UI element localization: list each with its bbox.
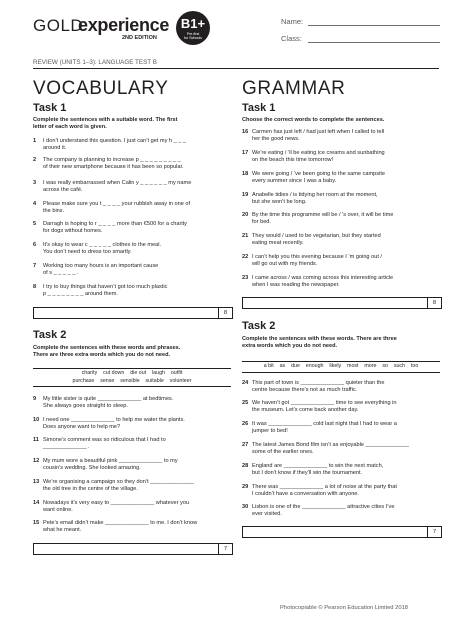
score-value: 7 (218, 544, 232, 554)
question-22[interactable] (242, 254, 442, 268)
question-17[interactable] (242, 150, 442, 164)
question-number: 11 (33, 437, 39, 443)
question-number: 6 (33, 242, 37, 248)
instruction-line: Complete the sentences with a suitable word. The first (33, 117, 178, 123)
question-text: We’re organising a campaign so they don’t ______________ the old tree in the centre of the village. (43, 479, 194, 492)
question-text: There was ______________ a lot of noise at the party that I couldn’t have a conversation with anyone. (252, 484, 397, 497)
question-number: 19 (242, 192, 249, 198)
question-text: I was really embarrassed when Calin y _ _ _ _ _ _ my name across the café. (43, 180, 192, 193)
question-30[interactable] (242, 504, 442, 518)
question-text: I need one ______________ to help me water the plants. Does anyone want to help me? (43, 417, 185, 430)
vocab-task1-heading: Task 1 (33, 102, 67, 114)
level-badge-subtitle (176, 32, 210, 40)
question-text: My mum wore a beautiful pink ______________ to my cousin’s wedding. She looked amazing. (43, 458, 178, 471)
question-text: They would / used to be vegetarian, but they started eating meat recently. (252, 233, 381, 246)
question-text: Lisbon is one of the ______________ attractive cities I’ve ever visited. (252, 504, 395, 517)
question-number: 21 (242, 233, 249, 239)
question-number: 24 (242, 380, 249, 386)
question-number: 28 (242, 463, 249, 469)
logo-gold-text: GOLD (33, 16, 84, 35)
question-text: Pete’s email didn’t make ______________ to me. I don’t know what he meant. (43, 520, 198, 533)
question-text: Working too many hours is an important cause of s _ _ _ _ _ . (43, 263, 159, 276)
question-text: I try to buy things that haven’t got too much plastic p _ _ _ _ _ _ _ _ around them. (43, 284, 168, 297)
question-15[interactable] (33, 520, 233, 534)
question-number: 7 (33, 263, 37, 269)
question-14[interactable] (33, 500, 233, 514)
question-number: 12 (33, 458, 40, 464)
question-number: 4 (33, 201, 37, 207)
question-text: Anabelle tidies / is tidying her room at the moment, but she won’t be long. (252, 192, 378, 205)
question-text: It’s okay to wear c _ _ _ _ _ clothes to the meal. You don’t need to dress too smartly. (43, 242, 162, 255)
question-text: I can’t help you this evening because I ’m going out / will go out with my friends. (252, 254, 382, 267)
question-25[interactable] (242, 400, 442, 414)
question-number: 22 (242, 254, 249, 260)
question-29[interactable] (242, 484, 442, 498)
question-number: 16 (242, 129, 249, 135)
question-text: Nowadays it’s very easy to ______________ whatever you want online. (43, 500, 190, 513)
question-text: By the time this programme will be / ’s over, it will be time for bed. (252, 212, 394, 225)
question-text: We haven’t got ______________ time to see everything in the museum. Let’s come back another day. (252, 400, 397, 413)
question-text: I don’t understand this question. I just can’t get my h _ _ _ around it. (43, 138, 187, 151)
question-4[interactable] (33, 201, 233, 215)
question-number: 9 (33, 396, 37, 402)
badge-sub-line2: for Schools (184, 36, 202, 40)
question-26[interactable] (242, 421, 442, 435)
question-18[interactable] (242, 171, 442, 185)
copyright-footer: Photocopiable © Pearson Education Limited 2018 (280, 605, 409, 611)
question-number: 25 (242, 400, 249, 406)
question-24[interactable] (242, 380, 442, 394)
question-number: 10 (33, 417, 40, 423)
question-number: 2 (33, 157, 37, 163)
question-number: 8 (33, 284, 37, 290)
grammar-task2-instruction (242, 336, 397, 350)
question-10[interactable] (33, 417, 233, 431)
question-13[interactable] (33, 479, 233, 493)
question-28[interactable] (242, 463, 442, 477)
question-text: England are ______________ to win the next match, but I don’t know if they’ll win the tournament. (252, 463, 384, 476)
question-7[interactable] (33, 263, 233, 277)
question-number: 3 (33, 180, 37, 186)
word-box-row: a bit as due enough likely most more so such too (263, 363, 419, 369)
class-field[interactable] (308, 42, 440, 43)
vocab-task2-instruction (33, 345, 180, 359)
question-6[interactable] (33, 242, 233, 256)
question-2[interactable] (33, 157, 233, 171)
logo-edition-text: 2ND EDITION (122, 35, 157, 41)
grammar-task2-heading: Task 2 (242, 320, 276, 332)
question-8[interactable] (33, 284, 233, 298)
grammar-heading: GRAMMAR (242, 78, 346, 99)
question-12[interactable] (33, 458, 233, 472)
question-text: Simone’s comment was so ridiculous that I had to ______________ . (43, 437, 166, 450)
question-text: It was ______________ cold last night that I had to wear a jumper to bed! (252, 421, 397, 434)
instruction-line: Complete the sentences with these words. There are three (242, 336, 397, 342)
question-text: We were going / ’ve been going to the same campsite every summer since I was a baby. (252, 171, 385, 184)
question-number: 27 (242, 442, 249, 448)
question-9[interactable] (33, 396, 233, 410)
question-number: 17 (242, 150, 249, 156)
question-number: 14 (33, 500, 40, 506)
header-divider (33, 68, 439, 69)
question-number: 20 (242, 212, 249, 218)
vocab-task2-heading: Task 2 (33, 329, 67, 341)
question-20[interactable] (242, 212, 442, 226)
question-number: 1 (33, 138, 37, 144)
instruction-line: extra words which you do not need. (242, 343, 338, 349)
question-11[interactable] (33, 437, 233, 451)
logo-experience-text: experience (78, 15, 170, 35)
question-number: 26 (242, 421, 249, 427)
question-text: We’re eating / ’ll be eating ice creams and sunbathing on the beach this time tomorrow! (252, 150, 385, 163)
vocab-task1-score-box[interactable] (33, 307, 233, 319)
question-text: The company is planning to increase p _ _ _ _ _ _ _ _ _ of their new smartphone because it has been so popular. (43, 157, 184, 170)
question-27[interactable] (242, 442, 442, 456)
question-text: Please make sure you t _ _ _ _ your rubbish away in one of the bins. (43, 201, 191, 214)
question-text: My little sister is quite ______________ at bedtimes. She always goes straight to sleep. (43, 396, 174, 409)
grammar-task1-instruction (242, 117, 384, 124)
question-1[interactable] (33, 138, 233, 152)
question-text: I came across / was coming across this interesting article when I was reading the newspaper. (252, 275, 394, 288)
vocabulary-heading: VOCABULARY (33, 78, 169, 99)
instruction-line: Choose the correct words to complete the sentences. (242, 117, 385, 123)
name-field[interactable] (308, 25, 440, 26)
question-23[interactable] (242, 275, 442, 289)
grammar-task2-score-box[interactable] (242, 526, 442, 538)
question-3[interactable] (33, 180, 233, 194)
name-label: Name: (281, 17, 304, 26)
grammar-word-box (242, 361, 440, 373)
instruction-line: letter of each word is given. (33, 124, 107, 130)
vocab-task1-instruction (33, 117, 178, 131)
question-number: 23 (242, 275, 249, 281)
level-badge-label: B1+ (180, 16, 206, 31)
question-19[interactable] (242, 192, 442, 206)
question-number: 15 (33, 520, 40, 526)
question-number: 29 (242, 484, 249, 490)
badge-sub-line1: Pre-first (186, 32, 200, 36)
question-21[interactable] (242, 233, 442, 247)
question-text: The latest James Bond film isn’t as enjoyable ______________ some of the earlier ones. (252, 442, 410, 455)
vocab-task2-score-box[interactable] (33, 543, 233, 555)
question-16[interactable] (242, 129, 442, 143)
score-value: 8 (427, 298, 441, 308)
grammar-task1-heading: Task 1 (242, 102, 276, 114)
instruction-line: Complete the sentences with these words and phrases. (33, 345, 181, 351)
question-text: Darragh is hoping to r _ _ _ _ more than €500 for a charity for dogs without homes. (43, 221, 187, 234)
class-label: Class: (281, 34, 302, 43)
instruction-line: There are three extra words which you do not need. (33, 352, 171, 358)
review-line: REVIEW (UNITS 1–3): LANGUAGE TEST B (33, 59, 157, 66)
word-box-row: charity cut down die out laugh outfit (81, 370, 183, 376)
word-box-row: purchase sense sensible suitable volunteer (72, 377, 192, 384)
question-text: Carmen has just left / had just left when I called to tell her the good news. (252, 129, 385, 142)
grammar-task1-score-box[interactable] (242, 297, 442, 309)
question-number: 30 (242, 504, 249, 510)
question-5[interactable] (33, 221, 233, 235)
score-value: 8 (218, 308, 232, 318)
question-text: This part of town is ______________ quieter than the centre because there’s not as much traffic. (252, 380, 385, 393)
score-value: 7 (427, 527, 441, 537)
question-number: 13 (33, 479, 40, 485)
question-number: 18 (242, 171, 249, 177)
level-badge (176, 11, 210, 45)
vocab-word-box (33, 368, 231, 387)
question-number: 5 (33, 221, 37, 227)
